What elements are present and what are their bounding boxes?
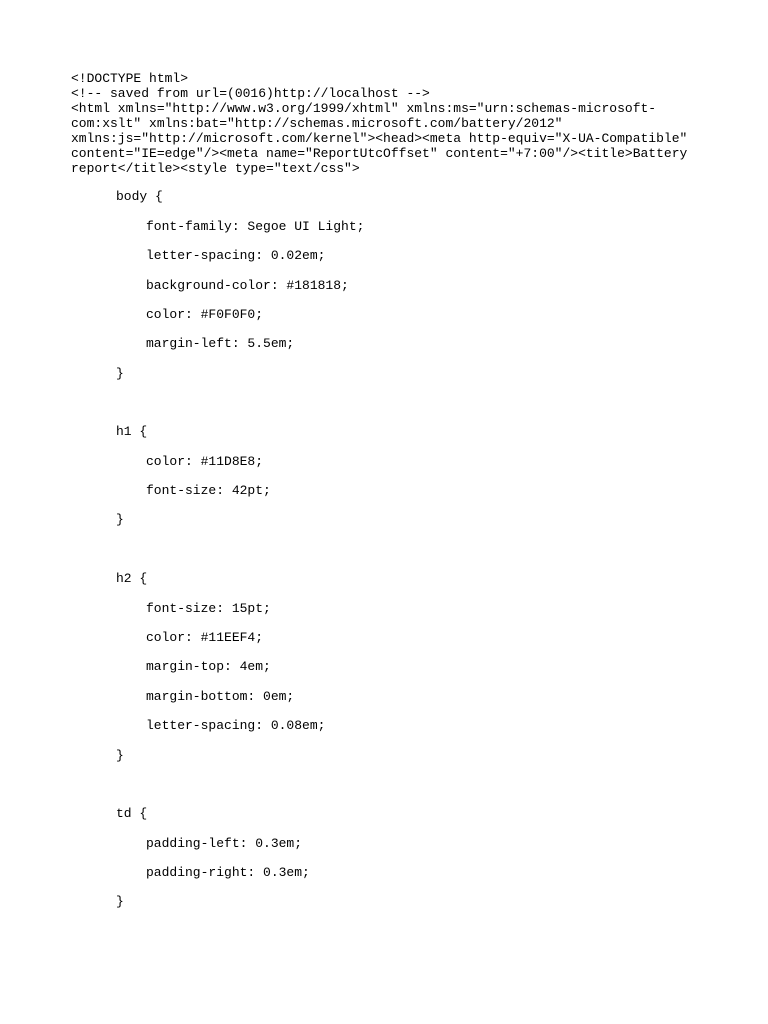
css-declaration: font-size: 15pt; (146, 601, 271, 616)
source-line: content="IE=edge"/><meta name="ReportUtcOffset" content="+7:00"/><title>Battery (71, 146, 688, 161)
css-declaration: color: #11EEF4; (146, 630, 264, 645)
css-declaration: margin-left: 5.5em; (146, 336, 295, 351)
css-selector-h1: h1 { (116, 424, 148, 439)
css-declaration: background-color: #181818; (146, 278, 349, 293)
css-declaration: letter-spacing: 0.02em; (146, 248, 326, 263)
source-line: xmlns:js="http://microsoft.com/kernel"><head><meta http-equiv="X-UA-Compatible" (71, 131, 688, 146)
css-rule-close: } (116, 366, 124, 381)
css-rule-close: } (116, 748, 124, 763)
css-selector-h2: h2 { (116, 571, 148, 586)
css-selector-td: td { (116, 806, 148, 821)
css-declaration: color: #11D8E8; (146, 454, 264, 469)
css-declaration: margin-bottom: 0em; (146, 689, 295, 704)
source-line: <!DOCTYPE html> (71, 71, 189, 86)
css-declaration: padding-right: 0.3em; (146, 865, 310, 880)
source-line: <!-- saved from url=(0016)http://localhost --> (71, 86, 430, 101)
source-line: com:xslt" xmlns:bat="http://schemas.microsoft.com/battery/2012" (71, 116, 563, 131)
source-line: <html xmlns="http://www.w3.org/1999/xhtml" xmlns:ms="urn:schemas-microsoft- (71, 101, 657, 116)
css-declaration: margin-top: 4em; (146, 659, 271, 674)
css-declaration: font-size: 42pt; (146, 483, 271, 498)
css-selector-body: body { (116, 189, 163, 204)
html-source-header (71, 71, 731, 176)
css-declaration: color: #F0F0F0; (146, 307, 264, 322)
source-line: report</title><style type="text/css"> (71, 161, 360, 176)
css-declaration: padding-left: 0.3em; (146, 836, 303, 851)
css-rule-close: } (116, 512, 124, 527)
css-declaration: letter-spacing: 0.08em; (146, 718, 326, 733)
css-rule-close: } (116, 894, 124, 909)
css-declaration: font-family: Segoe UI Light; (146, 219, 365, 234)
